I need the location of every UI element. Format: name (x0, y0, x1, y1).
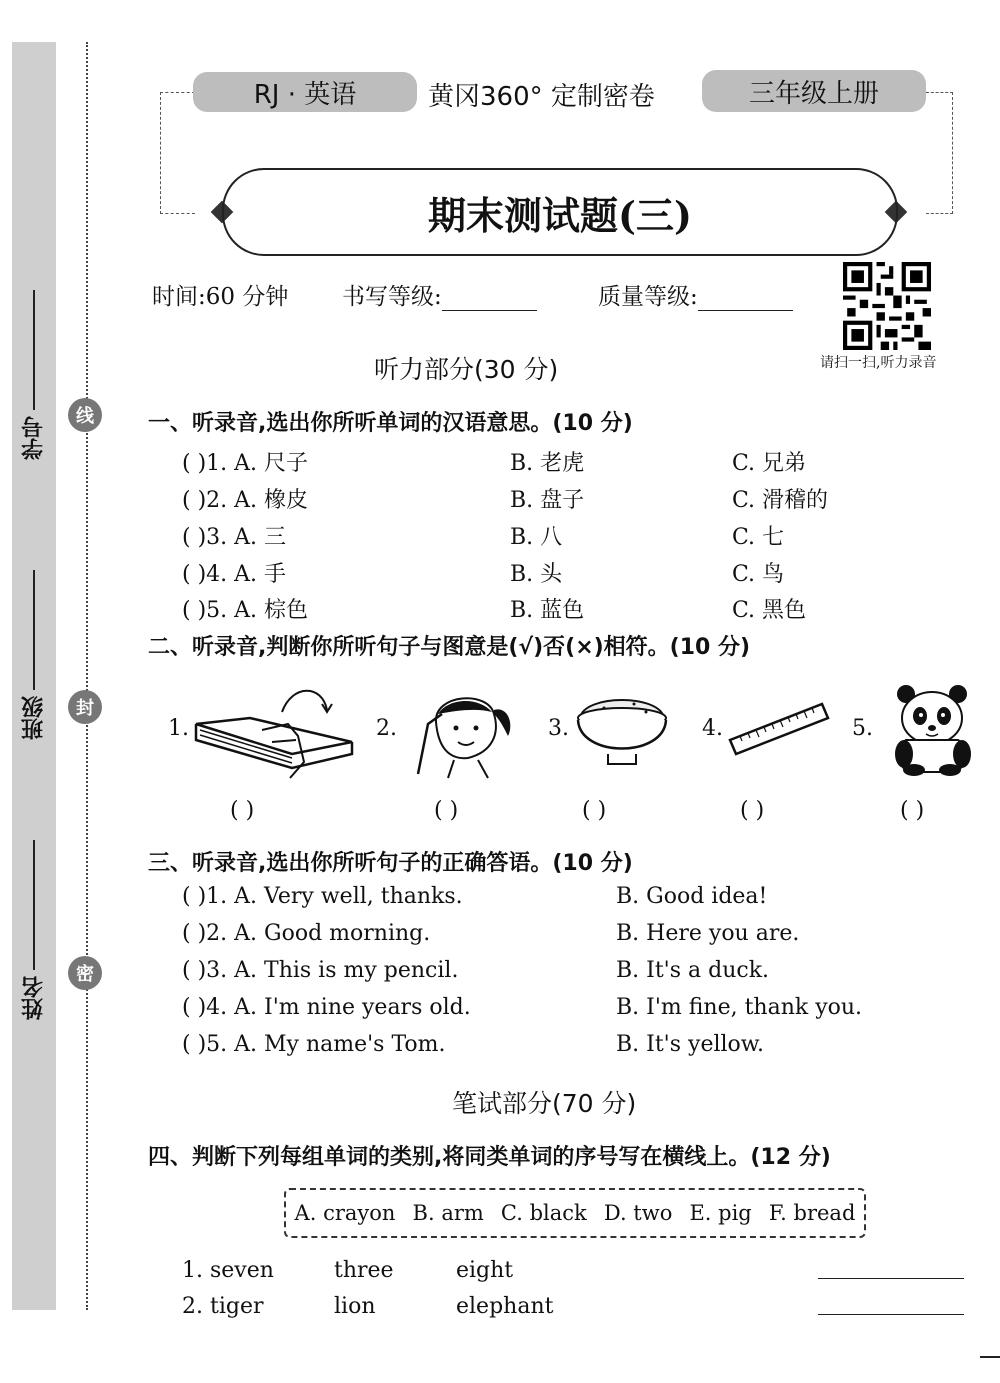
quality-grade-field[interactable] (598, 278, 793, 311)
header-bracket-left (160, 92, 195, 214)
picture-number-5: 5. (852, 716, 873, 741)
qr-code-icon[interactable] (843, 262, 931, 350)
section-1-question-5[interactable]: ( )5. A. 棕色 B. 蓝色 C. 黑色 (182, 598, 807, 623)
grade-pill: 三年级上册 (702, 70, 926, 112)
answer-paren-4[interactable]: ( ) (740, 798, 765, 823)
writing-grade-label: 书写等级: (342, 284, 442, 310)
name-field[interactable] (14, 840, 54, 1020)
exam-title: 期末测试题(三) (222, 168, 898, 256)
seal-seal-mark: 封 (68, 690, 102, 724)
writing-grade-field[interactable] (342, 278, 537, 311)
class-field[interactable] (14, 570, 54, 740)
section-1-question-4[interactable]: ( )4. A. 手 B. 头 C. 鸟 (182, 562, 785, 587)
section-2-title: 二、听录音,判断你所听句子与图意是(√)否(×)相符。(10 分) (148, 635, 751, 660)
girl-touching-head-picture (408, 684, 520, 780)
name-label: 姓名 (21, 976, 47, 1020)
class-label: 班级 (21, 696, 47, 740)
answer-paren-1[interactable]: ( ) (230, 798, 255, 823)
panda-picture (892, 684, 974, 776)
listening-part-title: 听力部分(30 分) (374, 355, 559, 384)
picture-number-4: 4. (702, 716, 723, 741)
answer-paren-3[interactable]: ( ) (582, 798, 607, 823)
time-info: 时间:60 分钟 (152, 284, 289, 310)
answer-paren-5[interactable]: ( ) (900, 798, 925, 823)
section-4-question-1: 1. seven three eight (182, 1258, 1000, 1288)
picture-number-3: 3. (548, 716, 569, 741)
subject-pill: RJ · 英语 (193, 72, 417, 112)
picture-number-1: 1. (168, 716, 189, 741)
section-1-title: 一、听录音,选出你所听单词的汉语意思。(10 分) (148, 411, 633, 436)
page-edge-mark (980, 1356, 1000, 1358)
section-3-question-1[interactable]: ( )1. A. Very well, thanks. B. Good idea! (182, 884, 768, 909)
section-3-question-2[interactable]: ( )2. A. Good morning. B. Here you are. (182, 921, 800, 946)
header-bracket-right (926, 92, 953, 214)
qr-caption: 请扫一扫,听力录音 (820, 355, 937, 371)
word-options-box (284, 1188, 866, 1238)
section-3-question-4[interactable]: ( )4. A. I'm nine years old. B. I'm fine, thank you. (182, 995, 863, 1020)
cut-line (86, 42, 88, 1310)
section-3-question-3[interactable]: ( )3. A. This is my pencil. B. It's a duck. (182, 958, 770, 983)
writing-part-title: 笔试部分(70 分) (452, 1089, 637, 1118)
student-id-label: 学号 (21, 416, 47, 460)
answer-line-1[interactable] (818, 1278, 964, 1279)
book-picture (192, 684, 356, 780)
answer-paren-2[interactable]: ( ) (434, 798, 459, 823)
section-1-question-3[interactable]: ( )3. A. 三 B. 八 C. 七 (182, 525, 785, 550)
word-option: B. arm (412, 1201, 484, 1225)
word-option: A. crayon (294, 1201, 396, 1225)
picture-number-2: 2. (376, 716, 397, 741)
section-4-question-2: 2. tiger lion elephant (182, 1294, 1000, 1324)
section-1-question-2[interactable]: ( )2. A. 橡皮 B. 盘子 C. 滑稽的 (182, 488, 829, 513)
word-option: E. pig (689, 1201, 752, 1225)
rice-bowl-picture (574, 688, 670, 772)
seal-line-mark: 线 (68, 398, 102, 432)
section-4-title: 四、判断下列每组单词的类别,将同类单词的序号写在横线上。(12 分) (148, 1145, 831, 1170)
student-id-field[interactable] (14, 290, 54, 460)
seal-secret-mark: 密 (68, 956, 102, 990)
quality-grade-label: 质量等级: (598, 284, 698, 310)
word-option: C. black (500, 1201, 587, 1225)
ruler-picture (726, 696, 832, 762)
section-1-question-1[interactable]: ( )1. A. 尺子 B. 老虎 C. 兄弟 (182, 451, 807, 476)
word-option: F. bread (768, 1201, 856, 1225)
section-3-title: 三、听录音,选出你所听句子的正确答语。(10 分) (148, 851, 633, 876)
section-3-question-5[interactable]: ( )5. A. My name's Tom. B. It's yellow. (182, 1032, 764, 1057)
word-option: D. two (603, 1201, 673, 1225)
series-title: 黄冈360° 定制密卷 (428, 82, 655, 112)
answer-line-2[interactable] (818, 1314, 964, 1315)
